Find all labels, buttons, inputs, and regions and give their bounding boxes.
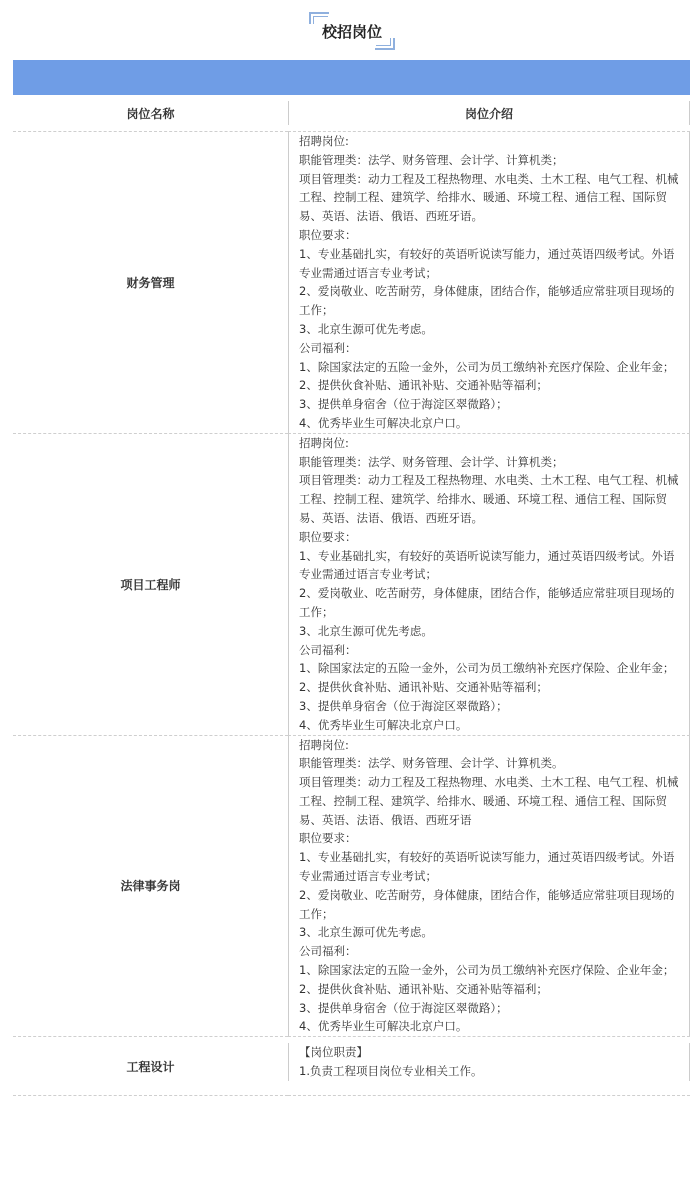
intro-line: 4、优秀毕业生可解决北京户口。: [299, 415, 468, 430]
intro-line: 项目管理类：动力工程及工程热物理、水电类、土木工程、电气工程、机械工程、控制工程、建筑学、给排水、暖通、环境工程、通信工程、国际贸易、英语、法语、俄语、西班牙语。: [299, 473, 679, 525]
intro-line: 招聘岗位:: [299, 134, 349, 148]
intro-line: 职位要求：: [299, 831, 357, 846]
intro-line: 3、提供单身宿舍（位于海淀区翠微路）；: [299, 1000, 508, 1015]
intro-line: 【岗位职责】: [299, 1045, 368, 1060]
position-intro-text: [288, 1043, 690, 1081]
position-name: 财务管理: [13, 132, 288, 434]
intro-line: 2、提供伙食补贴、通讯补贴、交通补贴等福利；: [299, 378, 548, 393]
intro-line: 3、提供单身宿舍（位于海淀区翠微路）；: [299, 698, 508, 713]
intro-line: 职位要求：: [299, 529, 357, 544]
intro-line: 2、提供伙食补贴、通讯补贴、交通补贴等福利；: [299, 680, 548, 695]
intro-line: 1、专业基础扎实，有较好的英语听说读写能力，通过英语四级考试。外语专业需通过语言专业考试；: [299, 850, 675, 884]
position-name: 工程设计: [13, 1037, 288, 1096]
intro-line: 1、除国家法定的五险一金外，公司为员工缴纳补充医疗保险、企业年金；: [299, 963, 675, 978]
intro-line: 招聘岗位:: [299, 435, 349, 450]
intro-line: 3、北京生源可优先考虑。: [299, 623, 433, 638]
position-intro: [288, 735, 690, 1037]
position-name: 法律事务岗: [13, 735, 288, 1037]
table-row: [13, 1037, 690, 1096]
position-intro: [288, 1037, 690, 1096]
intro-line: 1.负责工程项目岗位专业相关工作。: [299, 1064, 483, 1079]
intro-line: 职位要求：: [299, 227, 357, 242]
header-position-name: 岗位名称: [13, 95, 288, 132]
intro-line: 2、爱岗敬业、吃苦耐劳，身体健康，团结合作，能够适应常驻项目现场的工作；: [299, 284, 675, 318]
intro-line: 3、北京生源可优先考虑。: [299, 925, 433, 940]
intro-line: 1、除国家法定的五险一金外，公司为员工缴纳补充医疗保险、企业年金；: [299, 359, 675, 374]
intro-line: 职能管理类：法学、财务管理、会计学、计算机类；: [299, 454, 564, 469]
intro-line: 职能管理类：法学、财务管理、会计学、计算机类。: [299, 756, 564, 771]
position-intro-text: [288, 434, 690, 735]
table-row: [13, 735, 690, 1037]
position-intro-text: [288, 736, 690, 1037]
intro-line: 2、爱岗敬业、吃苦耐劳，身体健康，团结合作，能够适应常驻项目现场的工作；: [299, 586, 675, 619]
table-row: [13, 433, 690, 735]
table-banner: [13, 60, 690, 95]
position-intro: [288, 132, 690, 434]
intro-line: 招聘岗位:: [299, 737, 349, 752]
intro-line: 1、专业基础扎实，有较好的英语听说读写能力，通过英语四级考试。外语专业需通过语言专业考试；: [299, 548, 675, 582]
header-position-intro: 岗位介绍: [288, 95, 690, 132]
position-name: 项目工程师: [13, 433, 288, 735]
intro-line: 3、北京生源可优先考虑。: [299, 321, 433, 336]
intro-line: 4、优秀毕业生可解决北京户口。: [299, 1019, 468, 1034]
jobs-table: [13, 95, 690, 1096]
title-frame: [309, 12, 395, 50]
page-title: 校招岗位: [321, 23, 382, 41]
section-title: [0, 0, 700, 60]
intro-line: 2、爱岗敬业、吃苦耐劳，身体健康，团结合作，能够适应常驻项目现场的工作；: [299, 887, 675, 921]
intro-line: 4、优秀毕业生可解决北京户口。: [299, 717, 468, 732]
intro-line: 1、专业基础扎实，有较好的英语听说读写能力，通过英语四级考试。外语专业需通过语言专业考试；: [299, 246, 675, 280]
intro-line: 公司福利：: [299, 340, 357, 355]
intro-line: 职能管理类：法学、财务管理、会计学、计算机类；: [299, 152, 564, 167]
position-intro: [288, 433, 690, 735]
intro-line: 1、除国家法定的五险一金外，公司为员工缴纳补充医疗保险、企业年金；: [299, 661, 675, 676]
intro-line: 公司福利：: [299, 944, 357, 959]
table-row: [13, 132, 690, 434]
intro-line: 3、提供单身宿舍（位于海淀区翠微路）；: [299, 397, 508, 412]
intro-line: 项目管理类：动力工程及工程热物理、水电类、土木工程、电气工程、机械工程、控制工程、建筑学、给排水、暖通、环境工程、通信工程、国际贸易、英语、法语、俄语、西班牙语: [299, 775, 679, 827]
position-intro-text: [288, 132, 690, 433]
intro-line: 项目管理类：动力工程及工程热物理、水电类、土木工程、电气工程、机械工程、控制工程、建筑学、给排水、暖通、环境工程、通信工程、国际贸易、英语、法语、俄语、西班牙语。: [299, 171, 679, 224]
intro-line: 公司福利：: [299, 642, 357, 657]
table-header-row: [13, 95, 690, 132]
intro-line: 2、提供伙食补贴、通讯补贴、交通补贴等福利；: [299, 981, 548, 996]
